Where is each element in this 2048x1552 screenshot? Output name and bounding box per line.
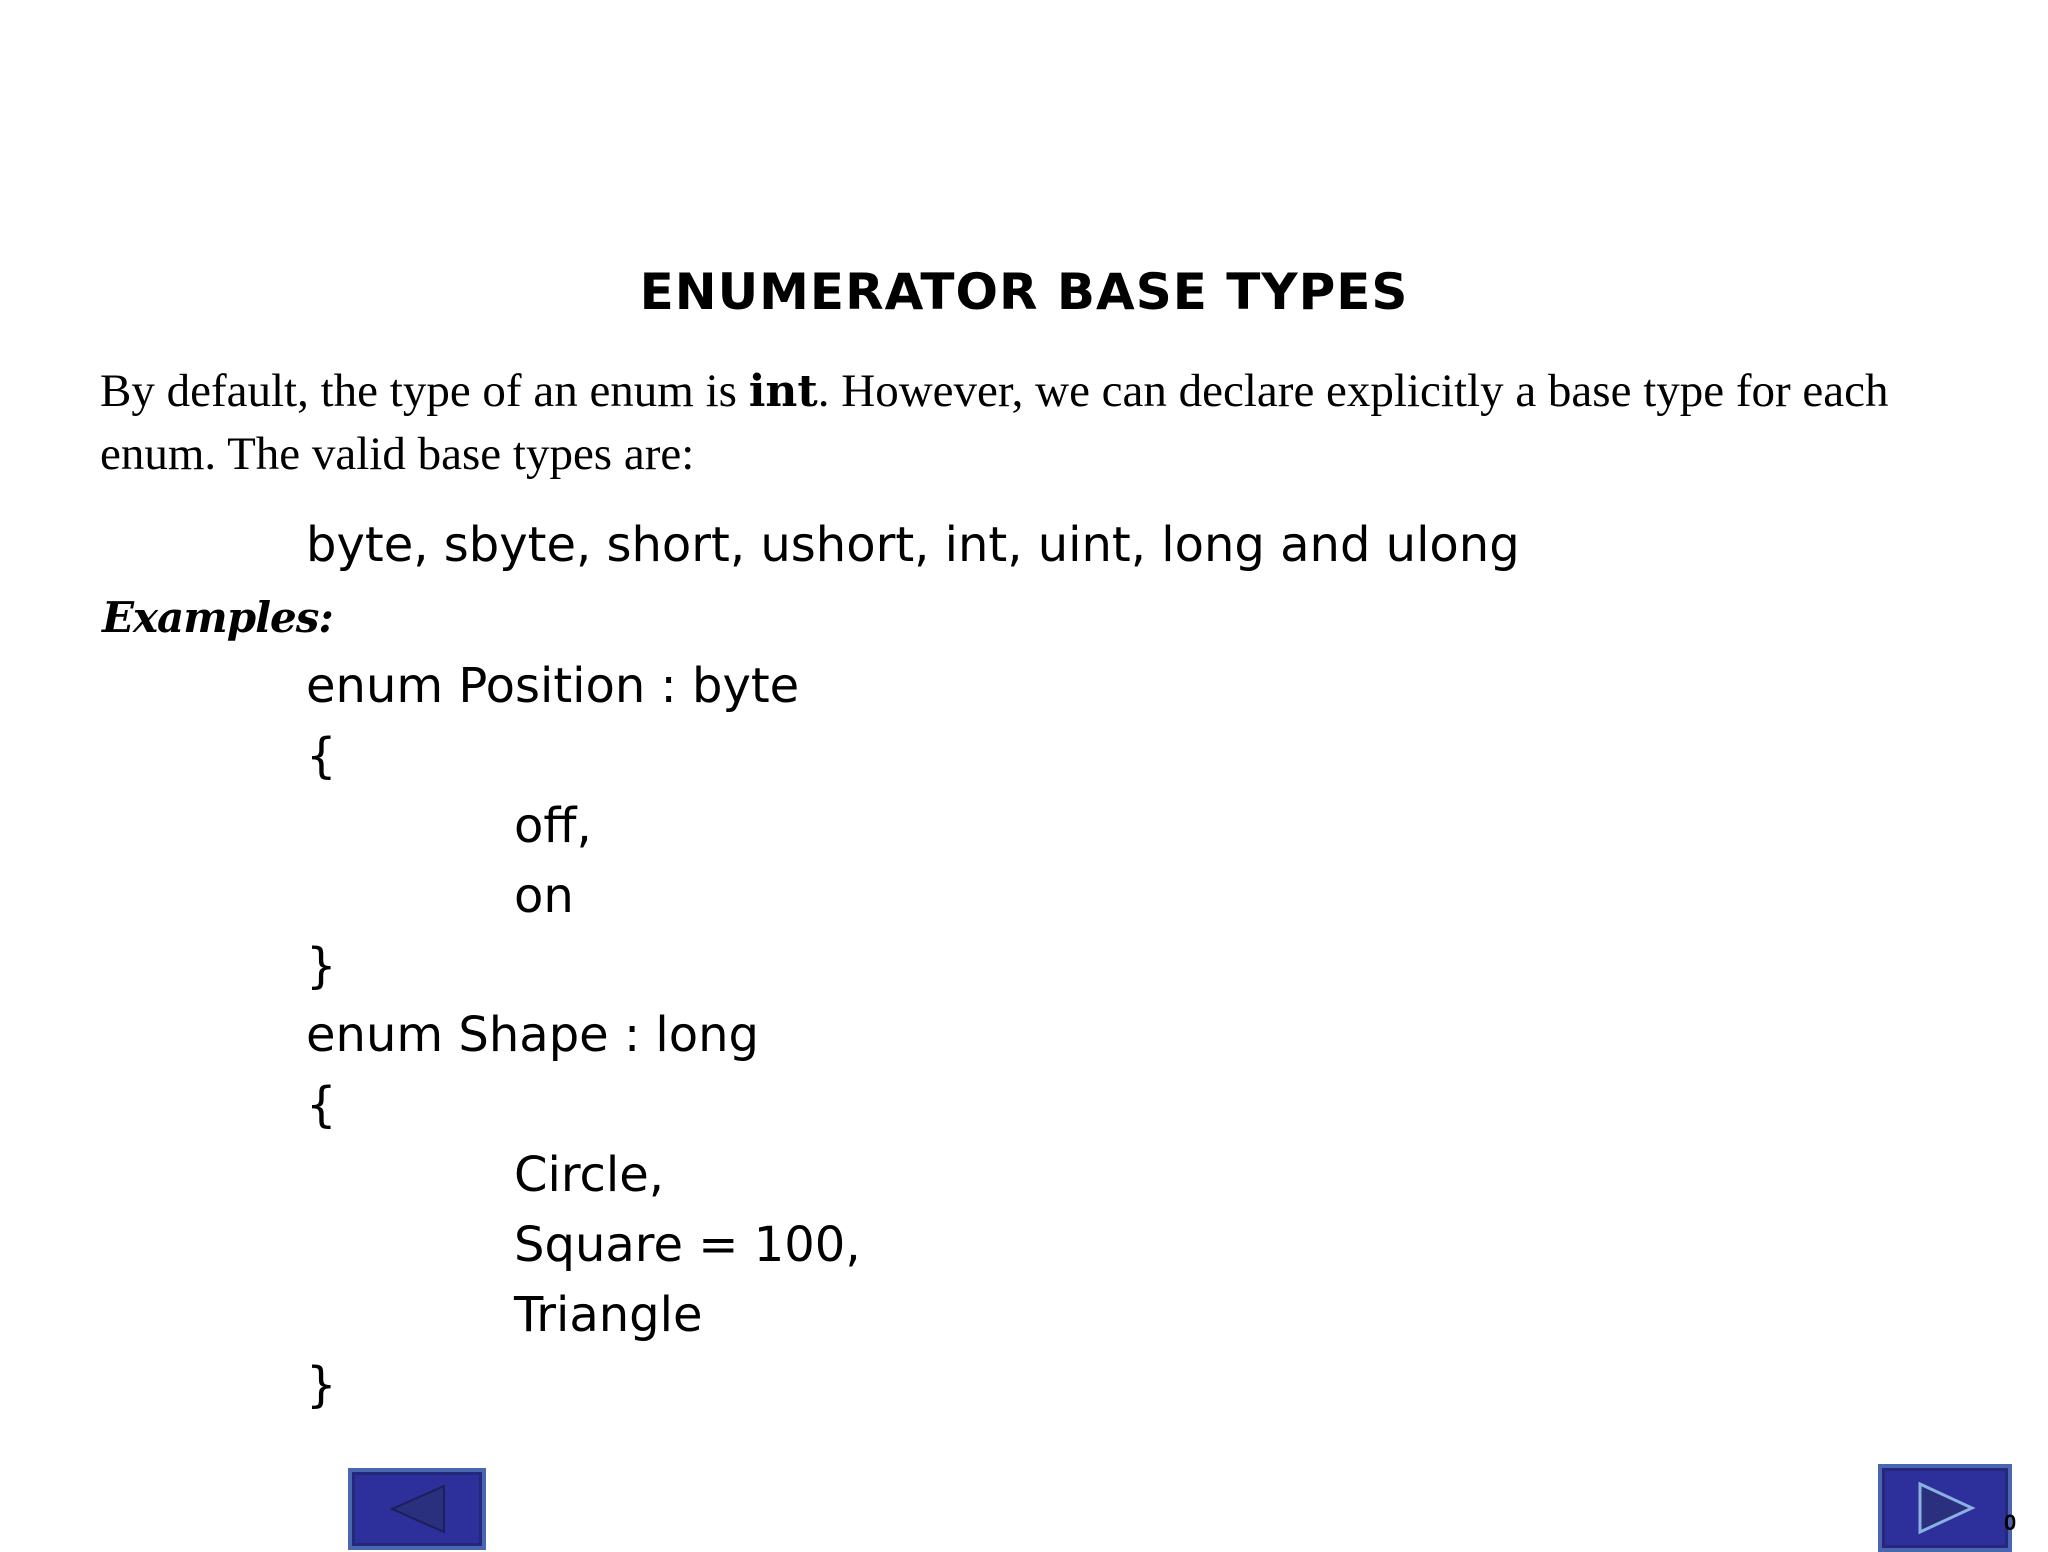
left-triangle-icon bbox=[352, 1472, 482, 1546]
code-line-enum-shape: enum Shape : long bbox=[306, 1007, 759, 1063]
page-number: 0 bbox=[2004, 1510, 2017, 1535]
code-line-off: off, bbox=[514, 798, 592, 854]
next-slide-button[interactable] bbox=[1878, 1464, 2012, 1552]
int-keyword: int bbox=[748, 366, 818, 417]
code-line-open-brace: { bbox=[306, 1077, 337, 1133]
base-types-list: byte, sbyte, short, ushort, int, uint, long and ulong bbox=[306, 517, 1520, 573]
code-line-circle: Circle, bbox=[514, 1147, 665, 1203]
right-triangle-icon bbox=[1882, 1468, 2008, 1548]
code-line-triangle: Triangle bbox=[514, 1287, 703, 1343]
code-line-close-brace: } bbox=[306, 938, 337, 994]
slide-title: ENUMERATOR BASE TYPES bbox=[639, 263, 1409, 321]
intro-text-before: By default, the type of an enum is bbox=[100, 365, 749, 417]
intro-text-after: . However, we can declare explicitly a base type for each enum. The valid base types are: bbox=[100, 365, 1889, 480]
examples-label: Examples: bbox=[102, 593, 333, 642]
previous-slide-button[interactable] bbox=[348, 1468, 486, 1550]
code-line-square: Square = 100, bbox=[514, 1217, 861, 1273]
code-line-open-brace: { bbox=[306, 728, 337, 784]
intro-paragraph bbox=[100, 360, 1980, 485]
code-line-on: on bbox=[514, 868, 574, 924]
code-line-enum-position: enum Position : byte bbox=[306, 658, 800, 714]
code-line-close-brace: } bbox=[306, 1357, 337, 1413]
